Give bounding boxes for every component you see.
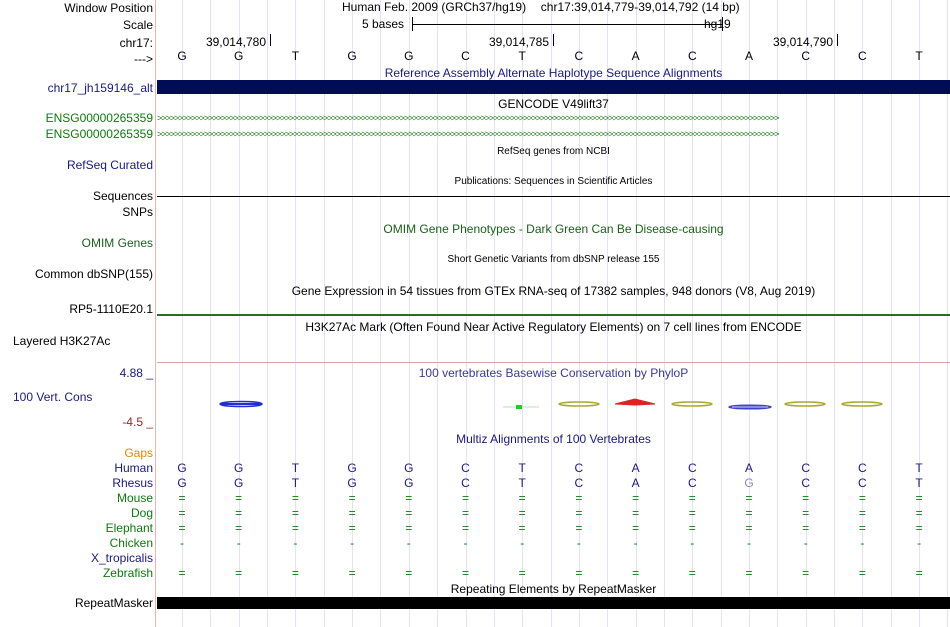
- alignment-base: G: [234, 476, 244, 490]
- alignment-base: C: [858, 476, 867, 490]
- alignment-base: =: [348, 506, 356, 520]
- track-title-alt-haplotype: Reference Assembly Alternate Haplotype Sequence Alignments: [384, 66, 723, 80]
- chrom-label: chr17:: [119, 36, 153, 50]
- alignment-base: G: [347, 461, 357, 475]
- alignment-base: -: [576, 536, 581, 550]
- alignment-base: G: [234, 461, 244, 475]
- track-label-h3k27ac[interactable]: Layered H3K27Ac: [13, 334, 111, 348]
- alignment-base: T: [518, 476, 526, 490]
- alignment-base: =: [575, 506, 583, 520]
- track-label-gene-1[interactable]: ENSG00000265359: [45, 111, 153, 125]
- alignment-base: -: [293, 536, 298, 550]
- ruler-tick: [837, 34, 838, 46]
- phylop-glyph: [785, 402, 825, 406]
- alignment-base: C: [574, 461, 584, 475]
- alignment-base: =: [178, 521, 186, 535]
- alignment-base: =: [858, 506, 866, 520]
- alignment-base: T: [518, 461, 526, 475]
- alignment-base: =: [348, 491, 356, 505]
- alignment-base: =: [405, 491, 413, 505]
- window-coordinates: chr17:39,014,779-39,014,792 (14 bp): [540, 0, 740, 14]
- alignment-base: A: [631, 461, 640, 475]
- alignment-base: -: [236, 536, 241, 550]
- reference-base: T: [915, 49, 923, 63]
- alignment-base: C: [801, 476, 811, 490]
- assembly-title: [342, 0, 740, 14]
- gene-arrows-2[interactable]: >>>>>>>>>>>>>>>>>>>>>>>>>>>>>>>>>>>>>>>>>>>>>>>>>>>>>>>>>>>>>>>>>>>>>>>>>>>>>>>>>>>>>>>>>>>>>>>>>>>>>>>>>>>>>>>>>>>>>>>>>>>>>>>>>>>>>>>>>>>>>>>>>>: [157, 129, 779, 139]
- alignment-base: G: [404, 461, 414, 475]
- track-title-omim: OMIM Gene Phenotypes - Dark Green Can Be Disease-causing: [383, 222, 724, 236]
- species-label[interactable]: Zebrafish: [102, 566, 153, 580]
- alignment-base: =: [745, 521, 753, 535]
- alignment-base: =: [745, 491, 753, 505]
- species-label[interactable]: Dog: [130, 506, 153, 520]
- reference-base: G: [234, 49, 244, 63]
- publications-line[interactable]: [157, 196, 950, 197]
- alignment-base: =: [632, 506, 640, 520]
- alignment-base: -: [520, 536, 525, 550]
- alignment-base: T: [291, 461, 300, 475]
- track-title-h3k27ac: H3K27Ac Mark (Often Found Near Active Regulatory Elements) on 7 cell lines from ENCODE: [305, 320, 802, 334]
- alt-haplotype-bar[interactable]: [157, 80, 950, 94]
- alignment-base: G: [347, 476, 357, 490]
- alignment-base: =: [405, 566, 413, 580]
- alignment-base: =: [291, 506, 299, 520]
- alignment-base: =: [235, 506, 243, 520]
- species-label[interactable]: Chicken: [109, 536, 153, 550]
- alignment-base: C: [574, 476, 584, 490]
- alignment-base: =: [291, 566, 299, 580]
- phylop-glyph: [615, 399, 655, 405]
- track-label-refseq[interactable]: RefSeq Curated: [66, 158, 153, 172]
- scale-bar: [412, 24, 722, 25]
- alignment-base: =: [632, 566, 640, 580]
- track-label-gaps[interactable]: Gaps: [124, 446, 153, 460]
- alignment-base: =: [291, 491, 299, 505]
- alignment-base: =: [348, 566, 356, 580]
- alignment-base: =: [802, 506, 810, 520]
- ruler-position: 39,014,780: [205, 35, 266, 49]
- alignment-base: =: [632, 521, 640, 535]
- reference-base: C: [801, 49, 811, 63]
- alignment-base: G: [404, 476, 414, 490]
- reference-base: G: [404, 49, 414, 63]
- alignment-base: =: [915, 521, 923, 535]
- track-title-refseq: RefSeq genes from NCBI: [497, 146, 610, 157]
- track-title-publications: Publications: Sequences in Scientific Articles: [454, 176, 653, 187]
- alignment-base: -: [633, 536, 638, 550]
- alignment-base: =: [688, 566, 696, 580]
- h3k27ac-baseline[interactable]: [157, 362, 950, 363]
- alignment-base: =: [802, 491, 810, 505]
- reference-base: G: [347, 49, 357, 63]
- alignment-base: =: [518, 491, 526, 505]
- alignment-base: =: [858, 521, 866, 535]
- alignment-base: -: [690, 536, 695, 550]
- alignment-base: =: [915, 566, 923, 580]
- alignment-base: =: [518, 566, 526, 580]
- alignment-base: =: [575, 491, 583, 505]
- alignment-base: =: [915, 506, 923, 520]
- reference-base: C: [574, 49, 584, 63]
- alignment-base: =: [802, 521, 810, 535]
- alignment-base: =: [745, 506, 753, 520]
- alignment-base: =: [235, 566, 243, 580]
- track-label-dbsnp[interactable]: Common dbSNP(155): [34, 267, 153, 281]
- ruler-position: 39,014,785: [488, 35, 549, 49]
- gtex-gene-line[interactable]: [157, 314, 950, 316]
- alignment-base: =: [688, 521, 696, 535]
- alignment-base: A: [631, 476, 640, 490]
- track-title-gtex: Gene Expression in 54 tissues from GTEx RNA-seq of 17382 samples, 948 donors (V8, Aug 2019): [291, 284, 816, 298]
- alignment-base: G: [744, 476, 754, 490]
- track-data-area[interactable]: [157, 0, 950, 627]
- scale-label: Scale: [122, 18, 153, 32]
- alignment-base: G: [177, 461, 187, 475]
- alignment-base: =: [632, 491, 640, 505]
- alignment-base: =: [461, 521, 469, 535]
- track-label-gene-2[interactable]: ENSG00000265359: [45, 127, 153, 141]
- alignment-base: =: [575, 566, 583, 580]
- phylop-glyphs[interactable]: [157, 396, 950, 414]
- alignment-base: G: [177, 476, 187, 490]
- alignment-base: =: [235, 521, 243, 535]
- alignment-base: -: [917, 536, 922, 550]
- track-label-column: [0, 0, 156, 627]
- reference-base: A: [744, 49, 753, 63]
- alignment-base: =: [461, 491, 469, 505]
- reference-base: A: [631, 49, 640, 63]
- track-label-omim[interactable]: OMIM Genes: [81, 236, 153, 250]
- alignment-base: C: [858, 461, 867, 475]
- alignment-base: -: [803, 536, 808, 550]
- reference-base: C: [461, 49, 470, 63]
- alignment-base: =: [461, 566, 469, 580]
- alignment-base: =: [235, 491, 243, 505]
- phylop-glyph: [842, 402, 882, 406]
- alignment-base: =: [178, 491, 186, 505]
- ruler-position: 39,014,790: [772, 35, 833, 49]
- scale-bar-left-cap: [412, 17, 413, 31]
- reference-base: T: [291, 49, 300, 63]
- alignment-base: C: [801, 461, 811, 475]
- alignment-base: -: [180, 536, 184, 550]
- species-label[interactable]: Human: [114, 461, 153, 475]
- alignment-base: C: [687, 476, 697, 490]
- reference-base: C: [687, 49, 697, 63]
- phylop-glyph: [220, 403, 262, 405]
- phylop-max-label: 4.88 _: [119, 366, 153, 380]
- alignment-base: =: [688, 506, 696, 520]
- alignment-base: -: [406, 536, 411, 550]
- track-title-dbsnp: Short Genetic Variants from dbSNP release 155: [447, 254, 660, 265]
- phylop-glyph: [672, 402, 712, 406]
- scale-db-text: hg19: [704, 17, 731, 31]
- alignment-base: C: [687, 461, 697, 475]
- track-label-rp5[interactable]: RP5-1110E20.1: [69, 302, 153, 316]
- strand-arrow-label: --->: [134, 52, 153, 66]
- alignment-base: =: [178, 566, 186, 580]
- repeatmasker-bar[interactable]: [157, 597, 950, 609]
- window-position-label: Window Position: [64, 1, 153, 15]
- alignment-base: =: [405, 506, 413, 520]
- ruler-tick: [553, 34, 554, 46]
- track-title-gencode: GENCODE V49lift37: [498, 97, 609, 111]
- alignment-base: =: [802, 566, 810, 580]
- alignment-base: =: [178, 506, 186, 520]
- track-title-repeatmasker: Repeating Elements by RepeatMasker: [450, 582, 657, 596]
- alignment-base: C: [461, 461, 470, 475]
- alignment-base: =: [745, 566, 753, 580]
- alignment-base: =: [688, 491, 696, 505]
- alignment-base: C: [461, 476, 470, 490]
- alignment-base: T: [915, 476, 923, 490]
- reference-base: T: [518, 49, 526, 63]
- alignment-base: =: [461, 506, 469, 520]
- ruler-tick: [270, 34, 271, 46]
- track-label-snps[interactable]: SNPs: [122, 205, 153, 219]
- alignment-base: T: [291, 476, 300, 490]
- alignment-base: -: [350, 536, 355, 550]
- phylop-glyph: [559, 402, 599, 406]
- reference-base: C: [858, 49, 867, 63]
- species-label[interactable]: Rhesus: [112, 476, 153, 490]
- track-label-alt-haplotype[interactable]: chr17_jh159146_alt: [47, 81, 153, 95]
- alignment-base: A: [744, 461, 753, 475]
- alignment-base: =: [405, 521, 413, 535]
- track-label-sequences[interactable]: Sequences: [92, 189, 153, 203]
- alignment-base: T: [915, 461, 923, 475]
- alignment-base: =: [858, 491, 866, 505]
- phylop-glyph: [732, 406, 768, 408]
- alignment-base: =: [915, 491, 923, 505]
- alignment-base: =: [518, 506, 526, 520]
- species-label[interactable]: Elephant: [105, 521, 153, 535]
- alignment-base: =: [575, 521, 583, 535]
- species-label[interactable]: Mouse: [116, 491, 153, 505]
- alignment-base: -: [860, 536, 865, 550]
- alignment-base: =: [291, 521, 299, 535]
- species-label[interactable]: X_tropicalis: [90, 551, 153, 565]
- alignment-base: -: [463, 536, 468, 550]
- track-title-phylop: 100 vertebrates Basewise Conservation by PhyloP: [418, 366, 689, 380]
- gene-arrows-1[interactable]: >>>>>>>>>>>>>>>>>>>>>>>>>>>>>>>>>>>>>>>>>>>>>>>>>>>>>>>>>>>>>>>>>>>>>>>>>>>>>>>>>>>>>>>>>>>>>>>>>>>>>>>>>>>>>>>>>>>>>>>>>>>>>>>>>>>>>>>>>>>>>>>>>>: [157, 113, 779, 123]
- phylop-glyph: [516, 405, 522, 409]
- track-title-multiz: Multiz Alignments of 100 Vertebrates: [456, 432, 651, 446]
- alignment-base: =: [858, 566, 866, 580]
- assembly-name: Human Feb. 2009 (GRCh37/hg19): [342, 0, 527, 14]
- alignment-base: =: [518, 521, 526, 535]
- alignment-base: =: [348, 521, 356, 535]
- track-label-repeatmasker[interactable]: RepeatMasker: [74, 596, 153, 610]
- phylop-min-label: -4.5 _: [122, 415, 153, 429]
- track-label-vert-cons[interactable]: 100 Vert. Cons: [13, 390, 93, 404]
- reference-base: G: [177, 49, 187, 63]
- scale-5-bases-text: 5 bases: [362, 17, 405, 31]
- label-separator: [155, 0, 156, 627]
- alignment-base: -: [747, 536, 751, 550]
